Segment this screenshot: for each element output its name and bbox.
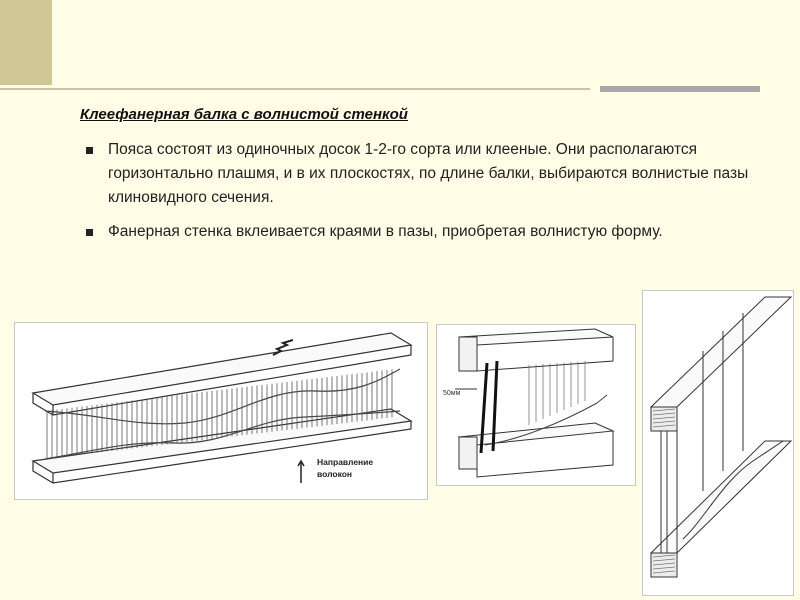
section-drawing: [437, 325, 635, 485]
ibeam-figure: [642, 290, 794, 596]
slide-title: Клеефанерная балка с волнистой стенкой: [80, 106, 408, 123]
bullet-text: Пояса состоят из одиночных досок 1-2-го сорта или клееные. Они располагаются горизонтально плашмя, и в их плоскостях, по длине балки, выбираются волнистые пазы клиновидного сечения.: [108, 141, 749, 206]
ibeam-drawing: [643, 291, 793, 595]
bullet-list: [86, 138, 776, 254]
bullet-item: [86, 138, 776, 210]
beam-annotation-line2: волокон: [317, 469, 353, 479]
bullet-text: Фанерная стенка вклеивается краями в пазы, приобретая волнистую форму.: [108, 223, 663, 240]
beam-annotation-line1: Направление: [317, 457, 374, 467]
section-dimension-label: 50мм: [443, 390, 461, 397]
bullet-item: [86, 220, 776, 244]
bullet-marker-icon: [86, 147, 93, 154]
accent-block: [0, 0, 52, 85]
bullet-marker-icon: [86, 229, 93, 236]
section-figure: [436, 324, 636, 486]
header-rule-accent: [600, 86, 760, 92]
header-rule: [0, 88, 590, 90]
beam-figure: [14, 322, 428, 500]
beam-drawing: [15, 323, 427, 499]
